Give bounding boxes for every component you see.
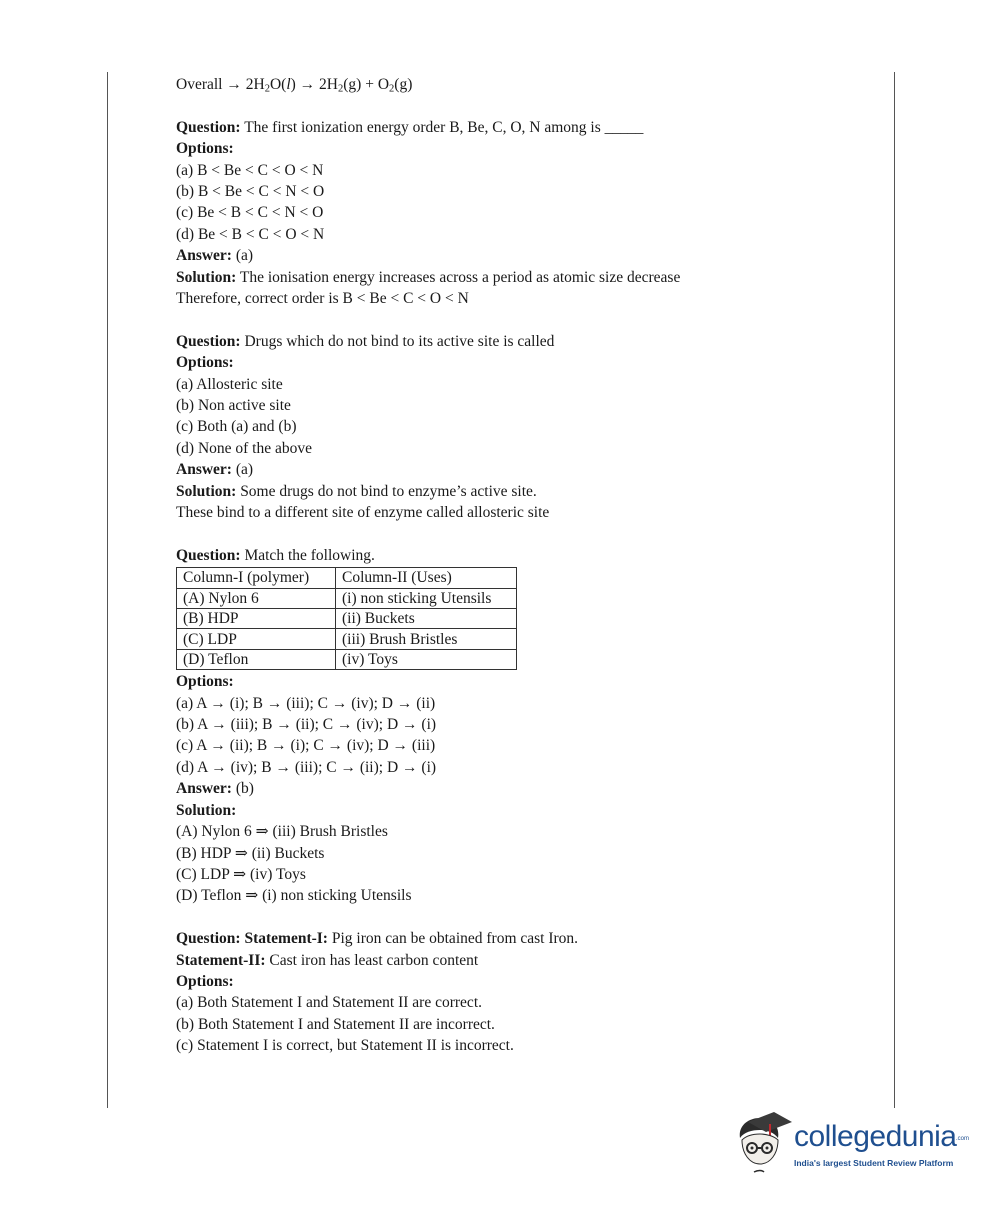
student-mascot-icon	[734, 1108, 794, 1178]
match-table	[176, 567, 517, 670]
q3-option-a: (a) A → (i); B → (iii); C → (iv); D → (ii)	[176, 694, 436, 712]
logo-tagline: India's largest Student Review Platform	[794, 1158, 954, 1168]
q2-option-d: (d) None of the above	[176, 439, 313, 457]
q1-answer: Answer: (a)	[176, 247, 254, 265]
q4-statement-2: Statement-II: Cast iron has least carbon content	[176, 951, 479, 969]
q1-options-label: Options:	[176, 140, 234, 158]
q3-option-d: (d) A → (iv); B → (iii); C → (ii); D → (i)	[176, 758, 437, 776]
q2-options-label: Options:	[176, 354, 234, 372]
table-row	[177, 629, 517, 649]
left-margin-rule	[107, 72, 108, 1108]
overall-equation: Overall → $2H_2O(l) \to 2H_2(g) + O_2(g)$	[176, 76, 413, 95]
q3-solution-label: Solution:	[176, 801, 237, 819]
q3-answer: Answer: (b)	[176, 780, 254, 798]
q3-options-label: Options:	[176, 673, 234, 691]
q2-answer: Answer: (a)	[176, 461, 254, 479]
table-cell: (D) Teflon	[177, 649, 336, 669]
q1-solution: Solution: The ionisation energy increases across a period as atomic size decrease	[176, 268, 681, 286]
q2-option-c: (c) Both (a) and (b)	[176, 418, 297, 436]
table-cell: (A) Nylon 6	[177, 588, 336, 608]
table-header-row	[177, 568, 517, 588]
q3-solution-line: (D) Teflon ⇒ (i) non sticking Utensils	[176, 887, 412, 905]
table-header-cell: Column-I (polymer)	[177, 568, 336, 588]
q1-question: Question: The first ionization energy order B, Be, C, O, N among is _____	[176, 118, 644, 136]
logo-wordmark: collegedunia	[794, 1120, 957, 1153]
q2-option-a: (a) Allosteric site	[176, 375, 283, 393]
table-cell: (iii) Brush Bristles	[336, 629, 517, 649]
q3-solution-line: (B) HDP ⇒ (ii) Buckets	[176, 844, 325, 862]
q2-option-b: (b) Non active site	[176, 397, 291, 415]
q2-solution: Solution: Some drugs do not bind to enzyme’s active site.	[176, 482, 537, 500]
q3-solution-line: (C) LDP ⇒ (iv) Toys	[176, 865, 306, 883]
q4-option-a: (a) Both Statement I and Statement II are correct.	[176, 994, 482, 1012]
table-header-cell: Column-II (Uses)	[336, 568, 517, 588]
q3-solution-line: (A) Nylon 6 ⇒ (iii) Brush Bristles	[176, 823, 388, 841]
q1-option-b: (b) B < Be < C < N < O	[176, 183, 325, 201]
q2-question: Question: Drugs which do not bind to its active site is called	[176, 332, 555, 350]
q2-solution-line2: These bind to a different site of enzyme called allosteric site	[176, 504, 550, 522]
q3-option-c: (c) A → (ii); B → (i); C → (iv); D → (iii)	[176, 737, 436, 755]
table-cell: (iv) Toys	[336, 649, 517, 669]
q4-option-b: (b) Both Statement I and Statement II are incorrect.	[176, 1015, 495, 1033]
q4-question: Question: Statement-I: Pig iron can be obtained from cast Iron.	[176, 930, 579, 948]
q3-option-b: (b) A → (iii); B → (ii); C → (iv); D → (i)	[176, 716, 437, 734]
logo-domain-suffix: .com	[956, 1136, 970, 1142]
table-row	[177, 588, 517, 608]
right-margin-rule	[894, 72, 895, 1108]
q1-option-c: (c) Be < B < C < N < O	[176, 204, 324, 222]
table-cell: (ii) Buckets	[336, 609, 517, 629]
page-content	[176, 74, 876, 1057]
q4-options-label: Options:	[176, 972, 234, 990]
q1-option-d: (d) Be < B < C < O < N	[176, 225, 325, 243]
table-cell: (C) LDP	[177, 629, 336, 649]
table-cell: (i) non sticking Utensils	[336, 588, 517, 608]
q1-option-a: (a) B < Be < C < O < N	[176, 161, 324, 179]
table-row	[177, 649, 517, 669]
q4-option-c: (c) Statement I is correct, but Statement II is incorrect.	[176, 1037, 514, 1055]
collegedunia-logo	[734, 1108, 970, 1178]
table-row	[177, 609, 517, 629]
table-cell: (B) HDP	[177, 609, 336, 629]
q3-question: Question: Match the following.	[176, 546, 375, 564]
q1-solution-line2: Therefore, correct order is B < Be < C < O < N	[176, 290, 469, 308]
